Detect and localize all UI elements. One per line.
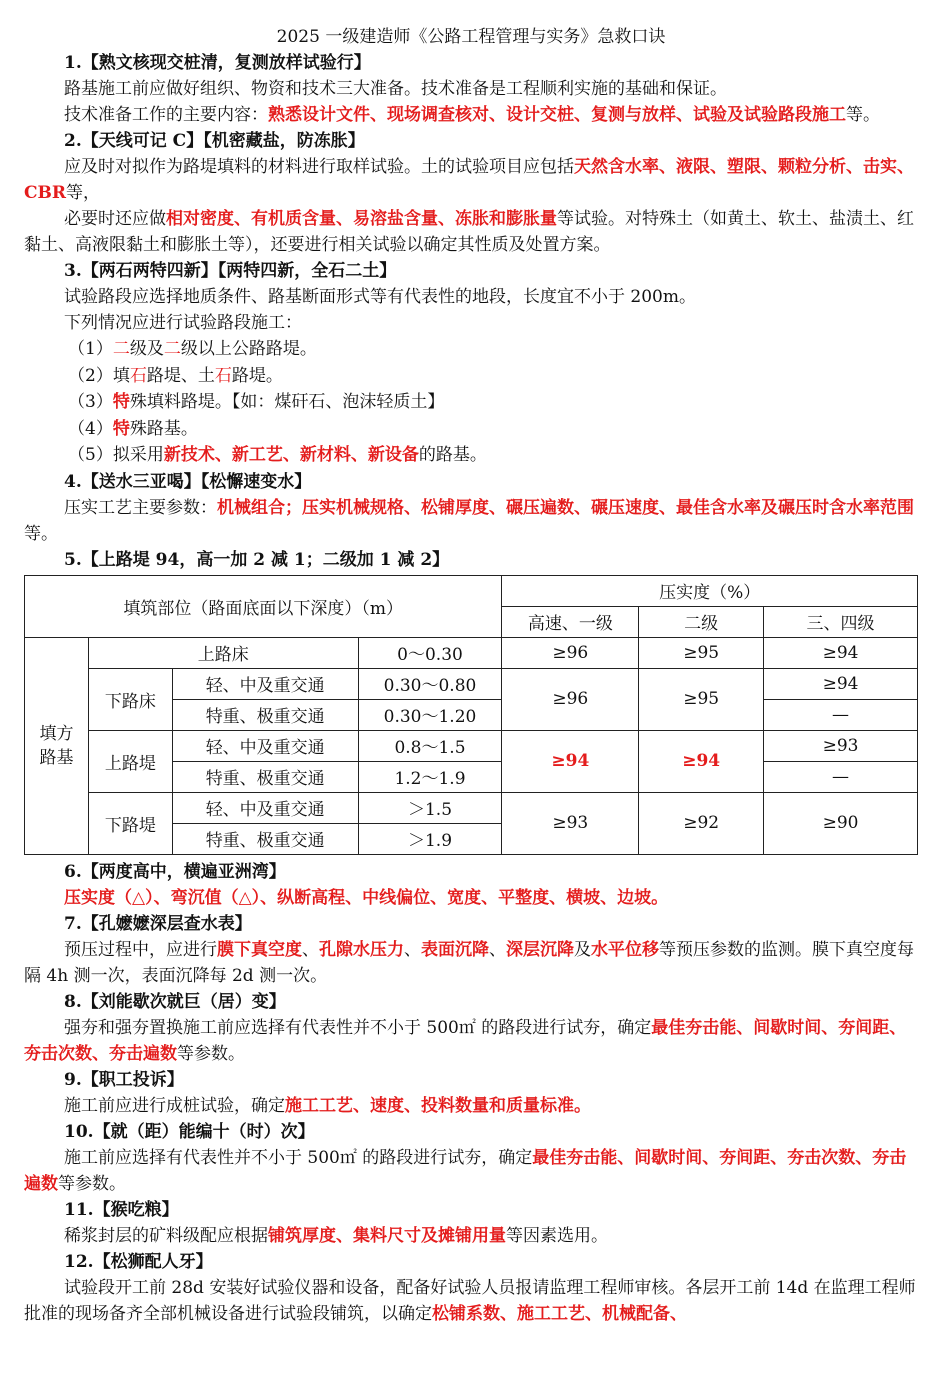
compaction-table	[24, 575, 918, 855]
text: 等，	[66, 183, 101, 203]
table-cell: ＞1.5	[358, 792, 502, 823]
section-3-heading: 3.【两石两特四新】【两特四新，全石二土】	[64, 261, 397, 281]
section-11-paragraph	[24, 1223, 918, 1249]
section-2-paragraph-1	[24, 154, 918, 206]
highlight-text: 新技术、新工艺、新材料、新设备	[163, 445, 419, 465]
text: （1）	[68, 339, 113, 359]
section-8-heading: 8.【刘能歇次就巨（居）变】	[64, 991, 286, 1012]
section-4-heading: 4.【送水三亚喝】【松懈速变水】	[64, 471, 312, 492]
text: 等参数。	[58, 1173, 126, 1194]
text: 路堤。	[231, 365, 283, 386]
highlight-text: 最佳夯击能、间歇时间、夯间距、夯击次数、夯击遍数	[24, 1017, 907, 1064]
table-cell: ≥96	[502, 668, 639, 730]
highlight-text: 石	[129, 365, 147, 386]
section-9-paragraph	[24, 1093, 918, 1119]
text: （2）填	[68, 365, 130, 386]
text: 级及	[129, 339, 164, 359]
text: 殊路基。	[129, 418, 198, 439]
table-header-position: 填筑部位（路面底面以下深度）（m）	[25, 575, 502, 637]
section-3-paragraph-1: 试验路段应选择地质条件、路基断面形式等有代表性的地段，长度宜不小于 200m。	[64, 287, 696, 307]
section-10-paragraph	[24, 1145, 918, 1197]
document-title: 2025 一级建造师《公路工程管理与实务》急救口诀	[276, 27, 666, 47]
section-7-heading: 7.【孔嬷嬷深层查水表】	[64, 913, 252, 934]
highlight-text: 二	[163, 339, 181, 359]
text: 稀浆封层的矿料级配应根据	[64, 1225, 268, 1246]
section-10-heading: 10.【就（距）能编十（时）次】	[64, 1121, 315, 1142]
section-1-paragraph-2	[24, 102, 918, 128]
highlight-text: 机械组合；压实机械规格、松铺厚度、碾压遍数、碾压速度、最佳含水率及碾压时含水率范围	[217, 497, 914, 518]
table-cell: ≥90	[764, 792, 918, 854]
section-1-paragraph-1: 路基施工前应做好组织、物资和技术三大准备。技术准备是工程顺利实施的基础和保证。	[64, 79, 727, 99]
table-cell: ≥94	[764, 668, 918, 699]
table-cell: 上路堤	[88, 730, 172, 792]
section-3-paragraph-2: 下列情况应进行试验路段施工：	[64, 313, 302, 333]
section-8-paragraph	[24, 1015, 918, 1067]
section-4-paragraph-1	[24, 495, 918, 547]
text: 等试验。对特殊土（如黄土、软土、盐渍土、红黏土、高液限黏土和膨胀土等），还要进行相关试验以确定其性质及处置方案。	[24, 209, 914, 255]
section-12-heading: 12.【松狮配人牙】	[64, 1251, 213, 1272]
highlight-text: 深层沉降	[506, 939, 574, 960]
highlight-text: 石	[214, 365, 232, 386]
table-cell: 轻、中及重交通	[172, 792, 358, 823]
text: 、	[489, 939, 506, 960]
list-item	[68, 389, 918, 416]
document-page	[24, 24, 918, 1327]
table-cell: 0.30～1.20	[358, 699, 502, 730]
text: （5）拟采用	[68, 445, 164, 465]
table-cell: 轻、中及重交通	[172, 730, 358, 761]
table-cell-highlight: ≥94	[639, 730, 764, 792]
text: 路堤、土	[146, 365, 215, 386]
text: 等预压参数的监测。膜下真空度每隔 4h 测一次，表面沉降每 2d 测一次。	[24, 939, 914, 986]
section-1-heading: 1.【熟文核现交桩清，复测放样试验行】	[64, 53, 371, 73]
section-5-heading: 5.【上路堤 94，高一加 2 减 1；二级加 1 减 2】	[64, 549, 450, 570]
highlight-text: 施工工艺、速度、投料数量和质量标准。	[285, 1095, 591, 1116]
table-cell: ≥95	[639, 668, 764, 730]
highlight-text: 孔隙水压力	[319, 939, 404, 960]
table-cell: ≥96	[502, 637, 639, 668]
text: 、	[404, 939, 421, 960]
table-cell: 特重、极重交通	[172, 761, 358, 792]
text: 级以上公路路堤。	[180, 339, 317, 359]
text: 强夯和强夯置换施工前应选择有代表性并不小于 500㎡ 的路段进行试夯，确定	[64, 1017, 652, 1038]
highlight-text: 天然含水率、液限、塑限、颗粒分析、击实、CBR	[24, 157, 914, 203]
list-item	[68, 442, 918, 469]
table-group-label: 填方 路基	[25, 637, 89, 854]
table-cell: ＞1.9	[358, 823, 502, 854]
highlight-text: 二	[112, 339, 130, 359]
section-2-heading: 2.【天线可记 C】【机密藏盐，防冻胀】	[64, 131, 365, 151]
section-2-paragraph-2	[24, 206, 918, 258]
text: 等因素选用。	[506, 1225, 608, 1246]
text: 施工前应选择有代表性并不小于 500㎡ 的路段进行试夯，确定	[64, 1147, 533, 1168]
list-item	[68, 363, 918, 390]
text: （3）	[68, 392, 113, 412]
text: 应及时对拟作为路堤填料的材料进行取样试验。土的试验项目应包括	[64, 157, 574, 177]
table-cell: ≥93	[764, 730, 918, 761]
list-item	[68, 336, 918, 363]
section-7-paragraph	[24, 937, 918, 989]
table-cell: —	[764, 699, 918, 730]
section-6-heading: 6.【两度高中，横遍亚洲湾】	[64, 861, 286, 882]
table-header-grade-3: 三、四级	[764, 606, 918, 637]
section-6-paragraph: 压实度（△）、弯沉值（△）、纵断高程、中线偏位、宽度、平整度、横坡、边坡。	[64, 887, 669, 908]
table-cell: ≥93	[502, 792, 639, 854]
text: 等参数。	[177, 1043, 245, 1064]
table-header-compaction: 压实度（%）	[502, 575, 918, 606]
highlight-text: 特	[112, 392, 130, 412]
table-cell: 下路床	[88, 668, 172, 730]
table-cell: —	[764, 761, 918, 792]
text: 试验段开工前 28d 安装好试验仪器和设备，配备好试验人员报请监理工程师审核。各层开工前 14d 在监理工程师批准的现场备齐全部机械设备进行试验段铺筑，以确定	[24, 1277, 916, 1324]
highlight-text: 水平位移	[591, 939, 659, 960]
section-12-paragraph	[24, 1275, 918, 1327]
text: 预压过程中，应进行	[64, 939, 217, 960]
table-cell-highlight: ≥94	[502, 730, 639, 792]
table-cell: 轻、中及重交通	[172, 668, 358, 699]
section-11-heading: 11.【猴吃粮】	[64, 1199, 179, 1220]
highlight-text: 表面沉降	[421, 939, 489, 960]
table-cell: 下路堤	[88, 792, 172, 854]
table-cell: 0～0.30	[358, 637, 502, 668]
text: 等。	[24, 523, 58, 544]
table-cell: 上路床	[88, 637, 358, 668]
text: 压实工艺主要参数：	[64, 497, 217, 518]
text: 、	[302, 939, 319, 960]
table-header-grade-1: 高速、一级	[502, 606, 639, 637]
table-cell: 特重、极重交通	[172, 699, 358, 730]
text: 必要时还应做	[64, 209, 166, 229]
text: 殊填料路堤。【如：煤矸石、泡沫轻质土】	[129, 392, 445, 412]
table-cell: ≥94	[764, 637, 918, 668]
table-cell: 0.30～0.80	[358, 668, 502, 699]
text: 等。	[846, 105, 880, 125]
list-item	[68, 416, 918, 443]
section-9-heading: 9.【职工投诉】	[64, 1069, 184, 1090]
highlight-text: 相对密度、有机质含量、易溶盐含量、冻胀和膨胀量	[166, 209, 557, 229]
table-cell: 特重、极重交通	[172, 823, 358, 854]
text: （4）	[68, 418, 113, 439]
highlight-text: 铺筑厚度、集料尺寸及摊铺用量	[268, 1225, 506, 1246]
text: 技术准备工作的主要内容：	[64, 105, 268, 125]
highlight-text: 特	[112, 418, 130, 439]
highlight-text: 熟悉设计文件、现场调查核对、设计交桩、复测与放样、试验及试验路段施工	[268, 105, 846, 125]
text: 及	[574, 939, 591, 960]
highlight-text: 膜下真空度	[217, 939, 302, 960]
text: 的路基。	[418, 445, 487, 465]
text: 施工前应进行成桩试验，确定	[64, 1095, 285, 1116]
table-header-grade-2: 二级	[639, 606, 764, 637]
highlight-text: 最佳夯击能、间歇时间、夯间距、夯击次数、夯击遍数	[24, 1147, 907, 1194]
table-cell: ≥95	[639, 637, 764, 668]
table-cell: ≥92	[639, 792, 764, 854]
highlight-text: 松铺系数、施工工艺、机械配备、	[432, 1303, 687, 1324]
table-cell: 0.8～1.5	[358, 730, 502, 761]
table-cell: 1.2～1.9	[358, 761, 502, 792]
